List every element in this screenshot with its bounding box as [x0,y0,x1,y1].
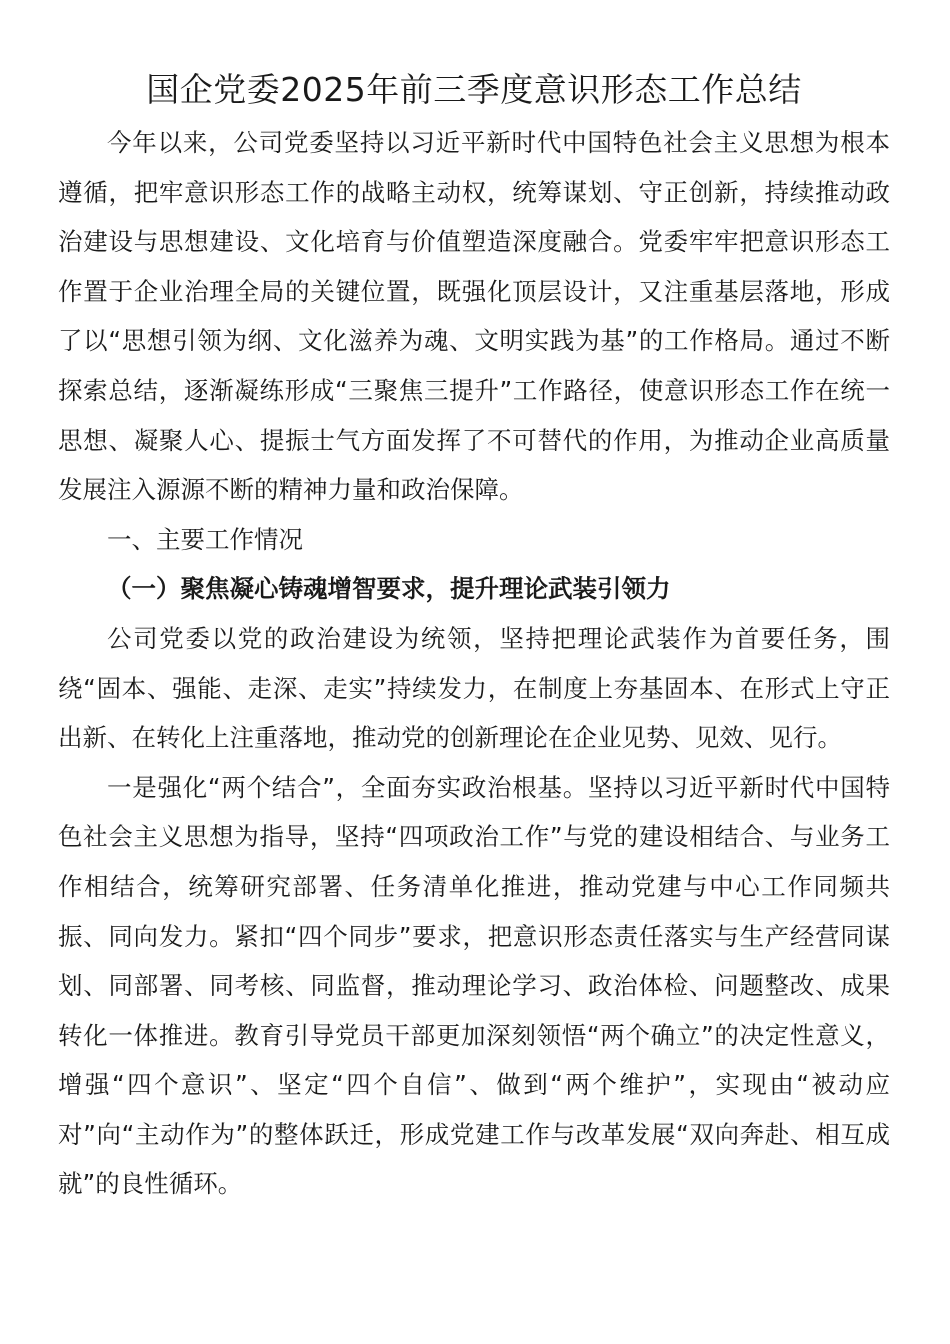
document-page [58,62,890,1209]
section-heading-main-work: 一、主要工作情况 [107,524,303,554]
body-paragraph-two-combinations: 一是强化“两个结合”，全面夯实政治根基。坚持以习近平新时代中国特色社会主义思想为指导，坚持“四项政治工作”与党的建设相结合、与业务工作相结合，统筹研究部署、任务清单化推进，推动党建与中心工作同频共振、同向发力。紧扣“四个同步”要求，把意识形态责任落实与生产经营同谋划、同部署、同考核、同监督，推动理论学习、政治体检、问题整改、成果转化一体推进。教育引导党员干部更加深刻领悟“两个确立”的决定性意义，增强“四个意识”、坚定“四个自信”、做到“两个维护”，实现由“被动应对”向“主动作为”的整体跃迁，形成党建工作与改革发展“双向奔赴、相互成就”的良性循环。 [58,772,890,1199]
intro-paragraph: 今年以来，公司党委坚持以习近平新时代中国特色社会主义思想为根本遵循，把牢意识形态工作的战略主动权，统筹谋划、守正创新，持续推动政治建设与思想建设、文化培育与价值塑造深度融合。党委牢牢把意识形态工作置于企业治理全局的关键位置，既强化顶层设计，又注重基层落地，形成了以“思想引领为纲、文化滋养为魂、文明实践为基”的工作格局。通过不断探索总结，逐渐凝练形成“三聚焦三提升”工作路径，使意识形态工作在统一思想、凝聚人心、提振士气方面发挥了不可替代的作用，为推动企业高质量发展注入源源不断的精神力量和政治保障。 [58,128,890,505]
subsection-heading-theory: （一）聚焦凝心铸魂增智要求，提升理论武装引领力 [107,574,671,604]
document-title: 国企党委2025年前三季度意识形态工作总结 [146,70,802,109]
body-paragraph-theory: 公司党委以党的政治建设为统领，坚持把理论武装作为首要任务，围绕“固本、强能、走深、走实”持续发力，在制度上夯基固本、在形式上守正出新、在转化上注重落地，推动党的创新理论在企业见势、见效、见行。 [58,623,890,753]
